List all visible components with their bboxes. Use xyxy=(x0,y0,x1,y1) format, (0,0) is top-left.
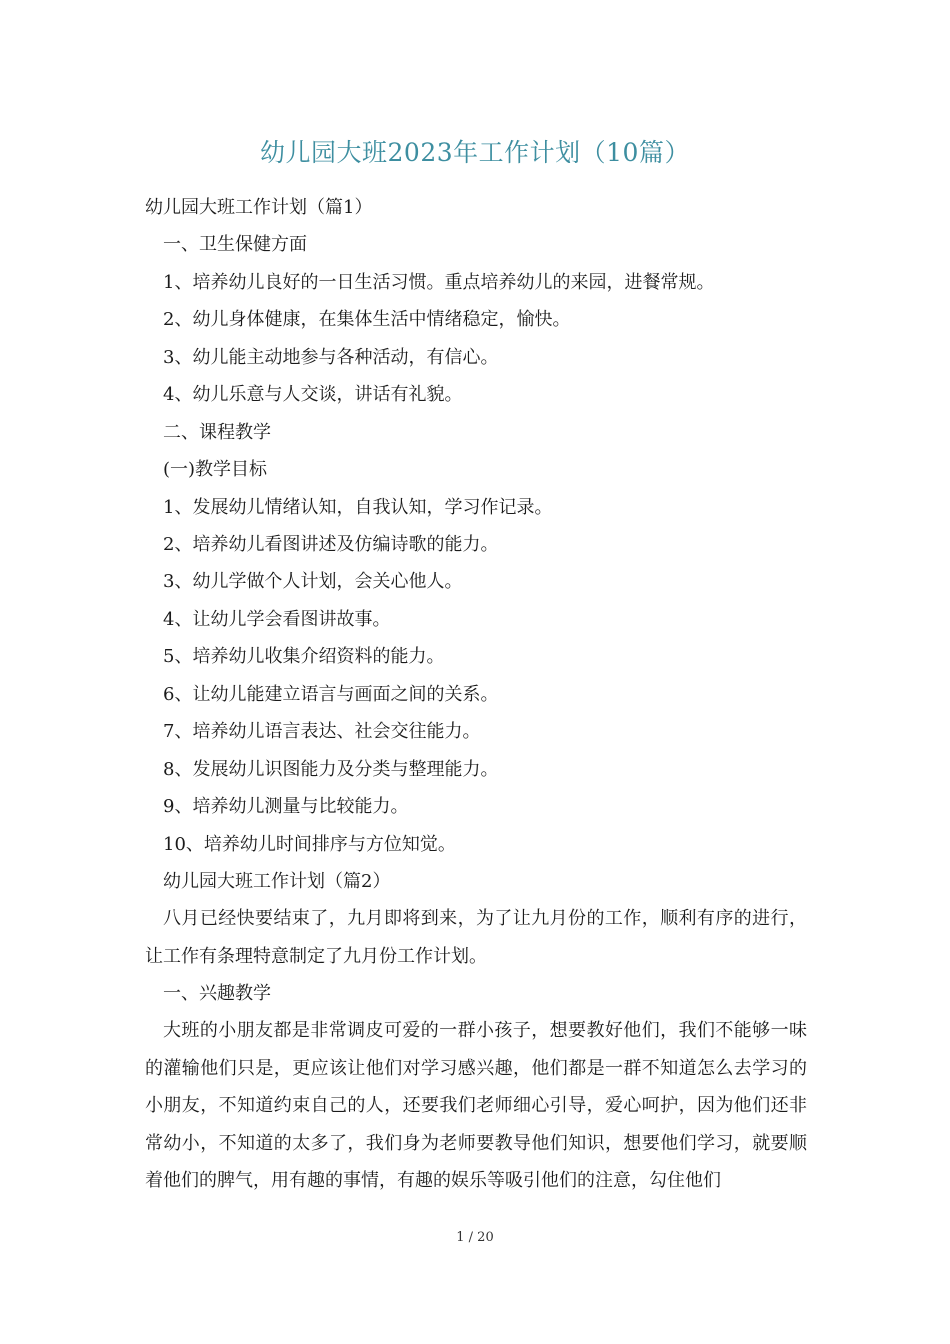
list-item: 1、培养幼儿良好的一日生活习惯。重点培养幼儿的来园，进餐常规。 xyxy=(163,272,715,293)
list-item: 9、培养幼儿测量与比较能力。 xyxy=(163,796,409,817)
section-heading-interest: 一、兴趣教学 xyxy=(163,983,271,1004)
section-heading-plan-1: 幼儿园大班工作计划（篇1） xyxy=(145,197,373,218)
list-item: 7、培养幼儿语言表达、社会交往能力。 xyxy=(163,721,481,742)
list-item: 6、让幼儿能建立语言与画面之间的关系。 xyxy=(163,684,499,705)
list-item: 2、培养幼儿看图讲述及仿编诗歌的能力。 xyxy=(163,534,499,555)
list-item: 5、培养幼儿收集介绍资料的能力。 xyxy=(163,646,445,667)
section-heading-curriculum: 二、课程教学 xyxy=(163,422,271,443)
body-paragraph-interest: 大班的小朋友都是非常调皮可爱的一群小孩子，想要教好他们，我们不能够一味的灌输他们只是，更应该让他们对学习感兴趣，他们都是一群不知道怎么去学习的小朋友，不知道约束自己的人，还要我们老师细心引导，爱心呵护，因为他们还非常幼小，不知道的太多了，我们身为老师要教导他们知识，想要他们学习，就要顺着他们的脾气，用有趣的事情，有趣的娱乐等吸引他们的注意，勾住他们 xyxy=(145,1020,807,1192)
section-heading-plan-2: 幼儿园大班工作计划（篇2） xyxy=(163,871,391,892)
list-item: 1、发展幼儿情绪认知，自我认知，学习作记录。 xyxy=(163,497,553,518)
list-item: 2、幼儿身体健康，在集体生活中情绪稳定，愉快。 xyxy=(163,309,571,330)
section-heading-health: 一、卫生保健方面 xyxy=(163,234,307,255)
page-number: 1 / 20 xyxy=(456,1230,494,1245)
subsection-heading-goals: (一)教学目标 xyxy=(163,459,268,480)
list-item: 4、幼儿乐意与人交谈，讲话有礼貌。 xyxy=(163,384,463,405)
list-item: 8、发展幼儿识图能力及分类与整理能力。 xyxy=(163,759,499,780)
list-item: 10、培养幼儿时间排序与方位知觉。 xyxy=(163,834,456,855)
list-item: 3、幼儿能主动地参与各种活动，有信心。 xyxy=(163,347,499,368)
list-item: 4、让幼儿学会看图讲故事。 xyxy=(163,609,391,630)
body-paragraph-intro: 八月已经快要结束了，九月即将到来，为了让九月份的工作，顺利有序的进行，让工作有条理特意制定了九月份工作计划。 xyxy=(145,908,807,967)
document-title: 幼儿园大班2023年工作计划（10篇） xyxy=(260,138,690,167)
list-item: 3、幼儿学做个人计划，会关心他人。 xyxy=(163,571,463,592)
